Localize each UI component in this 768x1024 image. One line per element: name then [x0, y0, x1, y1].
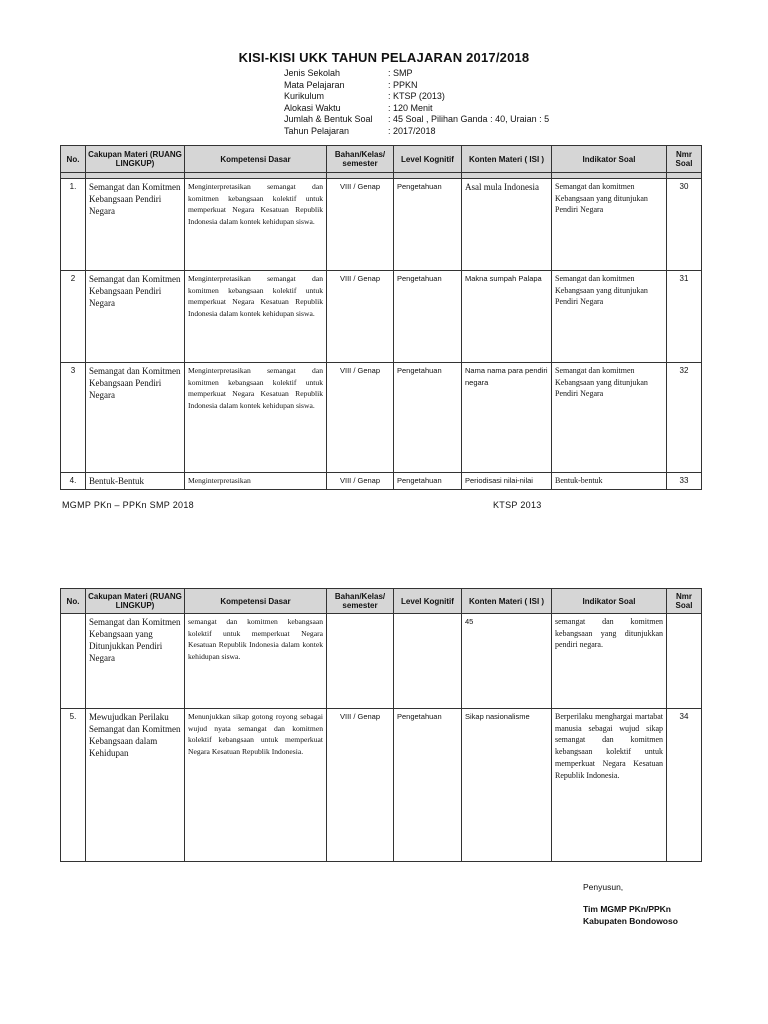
cell-no: 3	[61, 363, 86, 473]
meta-value: : SMP	[388, 68, 413, 78]
meta-label: Jumlah & Bentuk Soal	[284, 114, 373, 124]
meta-row-questions	[284, 114, 549, 126]
table-row	[61, 473, 702, 490]
cell-indikator: Bentuk-bentuk	[552, 473, 667, 490]
col-header-bahan: Bahan/Kelas/ semester	[327, 589, 394, 614]
document-meta	[284, 68, 549, 137]
meta-row-subject	[284, 80, 549, 92]
grid-table-page-1	[60, 145, 702, 490]
meta-row-school	[284, 68, 549, 80]
cell-kd: Menginterpretasikan semangat dan komitmen kebangsaan kolektif untuk memperkuat Negara Kesatuan Republik Indonesia dalam kontek kehidupan siswa.	[185, 271, 327, 363]
cell-bahan	[327, 614, 394, 709]
cell-konten: Nama nama para pendiri negara	[462, 363, 552, 473]
cell-indikator: Semangat dan komitmen Kebangsaan yang ditunjukan Pendiri Negara	[552, 363, 667, 473]
table-row	[61, 179, 702, 271]
cell-no: 1.	[61, 179, 86, 271]
meta-label: Tahun Pelajaran	[284, 125, 350, 136]
cell-level: Pengetahuan	[394, 473, 462, 490]
col-header-kd: Kompetensi Dasar	[185, 146, 327, 173]
cell-no: 4.	[61, 473, 86, 490]
meta-label: Mata Pelajaran	[284, 79, 345, 90]
table-row	[61, 709, 702, 862]
table-header-row	[61, 589, 702, 614]
cell-kd: Menginterpretasikan semangat dan komitmen kebangsaan kolektif untuk memperkuat Negara Kesatuan Republik Indonesia dalam kontek kehidupan siswa.	[185, 179, 327, 271]
cell-cakupan: Bentuk-Bentuk	[86, 473, 185, 490]
cell-nmr: 31	[667, 271, 702, 363]
cell-kd: Menginterpretasikan semangat dan komitmen kebangsaan kolektif untuk memperkuat Negara Kesatuan Republik Indonesia dalam kontek kehidupan siswa.	[185, 363, 327, 473]
cell-kd: semangat dan komitmen kebangsaan kolektif untuk memperkuat Negara Kesatuan Republik Indonesia dalam kontek kehidupan siswa.	[185, 614, 327, 709]
cell-bahan: VIII / Genap	[327, 179, 394, 271]
col-header-level: Level Kognitif	[394, 146, 462, 173]
signature-team-text: Tim MGMP PKn/PPKn	[583, 904, 672, 914]
table-row	[61, 271, 702, 363]
cell-konten: Makna sumpah Palapa	[462, 271, 552, 363]
cell-cakupan: Semangat dan Komitmen Kebangsaan Pendiri Negara	[86, 179, 185, 271]
footer-left: MGMP PKn – PPKn SMP 2018	[62, 500, 194, 510]
cell-level	[394, 614, 462, 709]
cell-indikator: semangat dan komitmen kebangsaan yang ditunjukkan pendiri negara.	[552, 614, 667, 709]
col-header-konten: Konten Materi ( ISI )	[462, 589, 552, 614]
col-header-indikator: Indikator Soal	[552, 146, 667, 173]
cell-no: 5.	[61, 709, 86, 862]
cell-level: Pengetahuan	[394, 709, 462, 862]
meta-row-time	[284, 103, 549, 115]
col-header-konten: Konten Materi ( ISI )	[462, 146, 552, 173]
cell-konten: 45	[462, 614, 552, 709]
table-header-row	[61, 146, 702, 173]
col-header-cakupan: Cakupan Materi (RUANG LINGKUP)	[86, 146, 185, 173]
col-header-level: Level Kognitif	[394, 589, 462, 614]
meta-row-year	[284, 126, 549, 138]
cell-nmr: 33	[667, 473, 702, 490]
cell-indikator: Semangat dan komitmen Kebangsaan yang ditunjukan Pendiri Negara	[552, 179, 667, 271]
signature-team	[583, 904, 671, 914]
cell-konten: Sikap nasionalisme	[462, 709, 552, 862]
meta-value: : PPKN	[388, 79, 418, 90]
signature-label: Penyusun,	[583, 882, 624, 892]
col-header-cakupan: Cakupan Materi (RUANG LINGKUP)	[86, 589, 185, 614]
signature-place	[583, 916, 678, 926]
grid-table-page-2	[60, 588, 702, 862]
cell-kd: Menginterpretasikan	[185, 473, 327, 490]
cell-konten: Periodisasi nilai-nilai	[462, 473, 552, 490]
cell-indikator: Semangat dan komitmen Kebangsaan yang ditunjukan Pendiri Negara	[552, 271, 667, 363]
cell-bahan: VIII / Genap	[327, 363, 394, 473]
cell-level: Pengetahuan	[394, 271, 462, 363]
footer-right: KTSP 2013	[493, 500, 542, 510]
cell-nmr	[667, 614, 702, 709]
cell-bahan: VIII / Genap	[327, 271, 394, 363]
signature-place-text: Kabupaten Bondowoso	[583, 916, 678, 926]
col-header-nmr: Nmr Soal	[667, 589, 702, 614]
meta-label: Kurikulum	[284, 91, 325, 101]
meta-label: Alokasi Waktu	[284, 102, 341, 113]
cell-level: Pengetahuan	[394, 363, 462, 473]
cell-cakupan: Semangat dan Komitmen Kebangsaan Pendiri Negara	[86, 363, 185, 473]
col-header-bahan: Bahan/Kelas/ semester	[327, 146, 394, 173]
col-header-no: No.	[61, 589, 86, 614]
cell-no	[61, 614, 86, 709]
cell-konten: Asal mula Indonesia	[462, 179, 552, 271]
cell-nmr: 34	[667, 709, 702, 862]
cell-cakupan: Semangat dan Komitmen Kebangsaan yang Ditunjukkan Pendiri Negara	[86, 614, 185, 709]
meta-label: Jenis Sekolah	[284, 68, 341, 78]
document-title: KISI-KISI UKK TAHUN PELAJARAN 2017/2018	[238, 50, 530, 65]
cell-bahan: VIII / Genap	[327, 473, 394, 490]
cell-nmr: 32	[667, 363, 702, 473]
cell-kd: Menunjukkan sikap gotong royong sebagai wujud nyata semangat dan komitmen kolektif kebangsaan untuk memperkuat Negara Kesatuan Republik Indonesia.	[185, 709, 327, 862]
cell-nmr: 30	[667, 179, 702, 271]
col-header-no: No.	[61, 146, 86, 173]
table-row	[61, 614, 702, 709]
cell-no: 2	[61, 271, 86, 363]
cell-cakupan: Mewujudkan Perilaku Semangat dan Komitmen Kebangsaan dalam Kehidupan	[86, 709, 185, 862]
col-header-kd: Kompetensi Dasar	[185, 589, 327, 614]
cell-cakupan: Semangat dan Komitmen Kebangsaan Pendiri Negara	[86, 271, 185, 363]
meta-value: : 120 Menit	[388, 102, 433, 113]
table-row	[61, 363, 702, 473]
cell-indikator: Berperilaku menghargai martabat manusia sebagai wujud sikap semangat dan komitmen kebangsaan kolektif untuk memperkuat Negara Kesatuan Republik Indonesia.	[552, 709, 667, 862]
cell-level: Pengetahuan	[394, 179, 462, 271]
meta-row-curriculum	[284, 91, 549, 103]
meta-value: : 45 Soal , Pilihan Ganda : 40, Uraian : 5	[388, 114, 550, 124]
col-header-indikator: Indikator Soal	[552, 589, 667, 614]
col-header-nmr: Nmr Soal	[667, 146, 702, 173]
cell-bahan: VIII / Genap	[327, 709, 394, 862]
meta-value: : 2017/2018	[388, 125, 436, 136]
meta-value: : KTSP (2013)	[388, 91, 445, 101]
